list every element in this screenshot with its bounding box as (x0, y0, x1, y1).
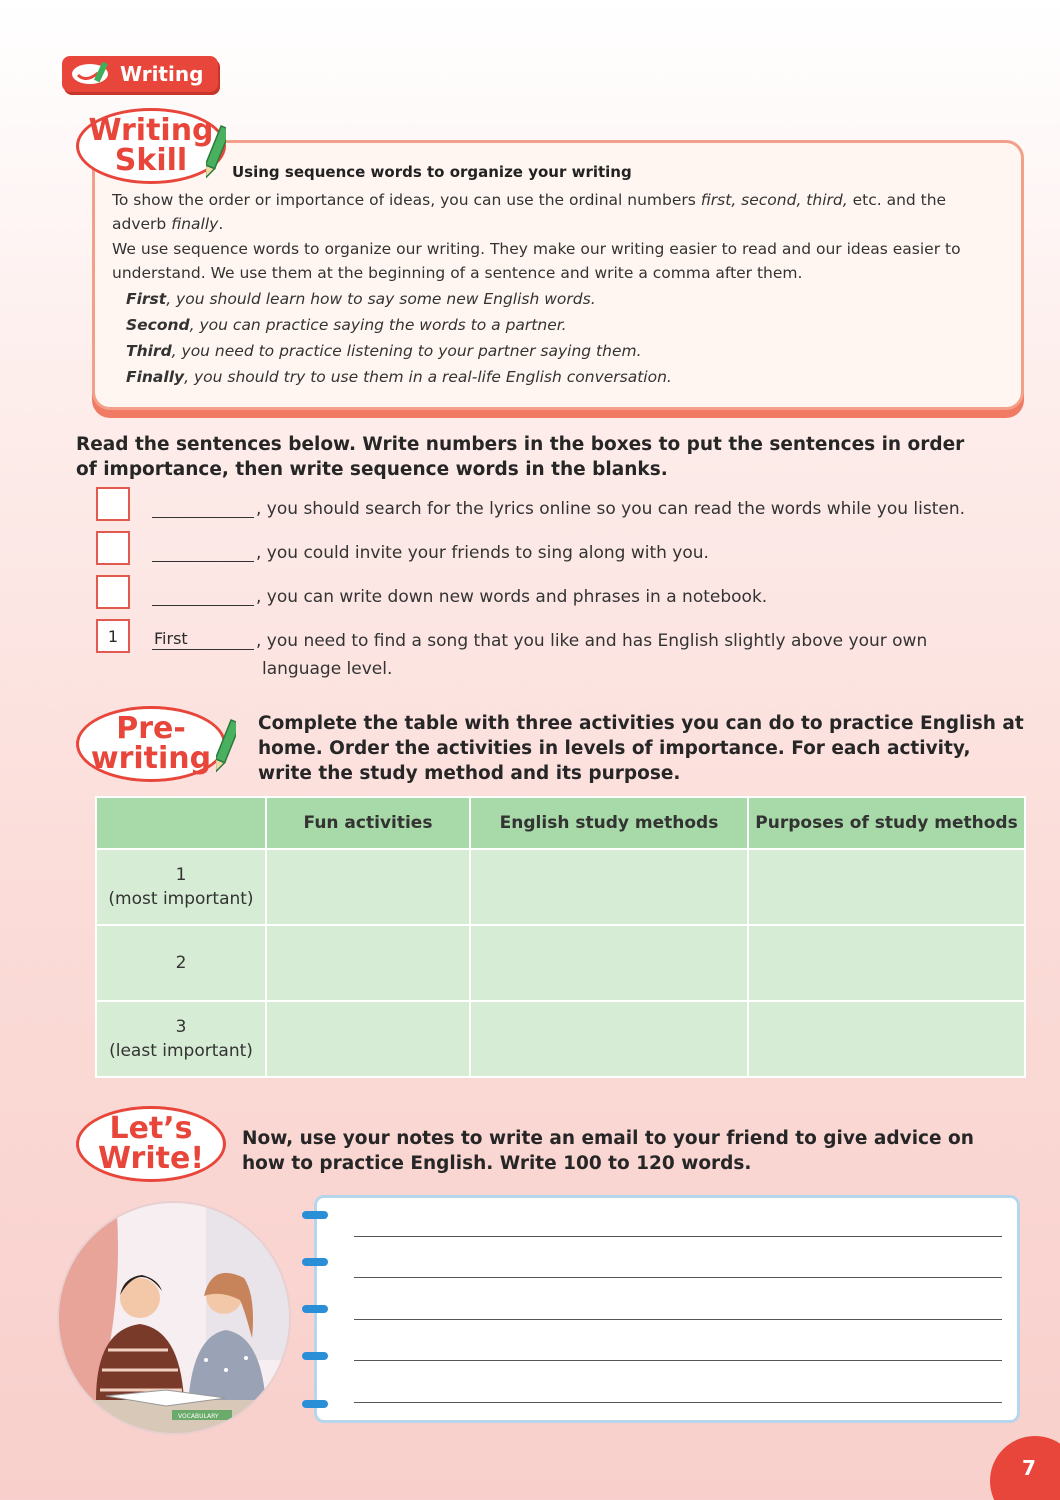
badge-line2: Write! (97, 1141, 204, 1176)
writing-line[interactable] (354, 1236, 1002, 1237)
skill-title: Using sequence words to organize your writing (232, 163, 632, 181)
binder-ring (302, 1352, 328, 1360)
table-cell-input[interactable] (266, 1001, 470, 1077)
pencil-icon (206, 122, 226, 182)
order-number-box[interactable] (96, 575, 130, 609)
table-row (96, 1001, 1025, 1077)
table-cell-input[interactable] (266, 849, 470, 925)
sequence-word-blank[interactable] (152, 540, 254, 562)
writing-line[interactable] (354, 1319, 1002, 1320)
writing-skill-badge (76, 108, 226, 184)
order-number-box[interactable] (96, 487, 130, 521)
sequence-word-blank[interactable]: First (152, 628, 254, 650)
example-2: Second, you can practice saying the words to a partner. (126, 316, 567, 334)
writing-line[interactable] (354, 1277, 1002, 1278)
table-cell-input[interactable] (748, 925, 1025, 1001)
table-row (96, 925, 1025, 1001)
table-cell-input[interactable] (748, 1001, 1025, 1077)
badge-line1: Writing (88, 113, 214, 148)
book-label: VOCABULARY (178, 1413, 219, 1420)
binder-ring (302, 1258, 328, 1266)
row-label: 1 (most important) (96, 849, 266, 925)
example-1: First, you should learn how to say some new English words. (126, 290, 596, 308)
skill-para2: We use sequence words to organize our writing. They make our writing easier to read and our ideas easier to understand. We use them at the beginning of a sentence and write a comma after them. (112, 240, 961, 282)
table-cell-input[interactable] (266, 925, 470, 1001)
example-3: Third, you need to practice listening to your partner saying them. (126, 342, 642, 360)
binder-ring (302, 1400, 328, 1408)
sequence-word-blank[interactable] (152, 496, 254, 518)
prewriting-instruction: Complete the table with three activities you can do to practice English at home. Order the activities in levels of importance. For each activity, write the study method and its purpose. (258, 713, 1024, 784)
example-4: Finally, you should try to use them in a real-life English conversation. (126, 368, 672, 386)
pencil-icon (216, 716, 236, 776)
table-header: Purposes of study methods (748, 797, 1025, 849)
lets-write-badge (76, 1106, 226, 1182)
row-label: 3 (least important) (96, 1001, 266, 1077)
lets-write-instruction: Now, use your notes to write an email to your friend to give advice on how to practice English. Write 100 to 120 words. (242, 1128, 974, 1174)
students-studying-illustration (56, 1200, 292, 1436)
page-number: 7 (990, 1436, 1060, 1500)
binder-ring (302, 1211, 328, 1219)
table-header: Fun activities (266, 797, 470, 849)
badge-line2: writing (90, 741, 212, 776)
writing-line[interactable] (354, 1402, 1002, 1403)
table-cell-input[interactable] (470, 849, 748, 925)
section-tag (62, 56, 218, 92)
ordering-sentence-cont: language level. (262, 659, 393, 679)
ordering-sentence: , you can write down new words and phrases in a notebook. (256, 587, 768, 607)
activities-table (95, 796, 1026, 1078)
binder-ring (302, 1305, 328, 1313)
badge-line2: Skill (114, 143, 188, 178)
table-cell-input[interactable] (470, 1001, 748, 1077)
order-number-box[interactable] (96, 531, 130, 565)
ordering-sentence: , you could invite your friends to sing along with you. (256, 543, 709, 563)
order-number-box[interactable]: 1 (96, 619, 130, 653)
skill-para1: To show the order or importance of ideas, you can use the ordinal numbers first, second, third, etc. and the adverb finally. (112, 191, 947, 233)
ordering-sentence: , you need to find a song that you like and has English slightly above your own (256, 631, 928, 651)
table-row (96, 849, 1025, 925)
ordering-sentence: , you should search for the lyrics online so you can read the words while you listen. (256, 499, 966, 519)
check-pencil-icon (70, 61, 114, 87)
sequence-word-blank[interactable] (152, 584, 254, 606)
skill-text (112, 188, 992, 390)
section-tag-label: Writing (120, 62, 204, 86)
badge-line1: Let’s (109, 1111, 193, 1146)
table-cell-input[interactable] (470, 925, 748, 1001)
row-label: 2 (96, 925, 266, 1001)
table-cell-input[interactable] (748, 849, 1025, 925)
prewriting-badge (76, 706, 226, 782)
table-header (96, 797, 266, 849)
table-header-row (96, 797, 1025, 849)
table-header: English study methods (470, 797, 748, 849)
writing-notebook[interactable] (314, 1195, 1020, 1423)
ordering-instruction: Read the sentences below. Write numbers in the boxes to put the sentences in order of importance, then write sequence words in the blanks. (76, 434, 965, 480)
writing-line[interactable] (354, 1360, 1002, 1361)
badge-line1: Pre- (116, 711, 186, 746)
